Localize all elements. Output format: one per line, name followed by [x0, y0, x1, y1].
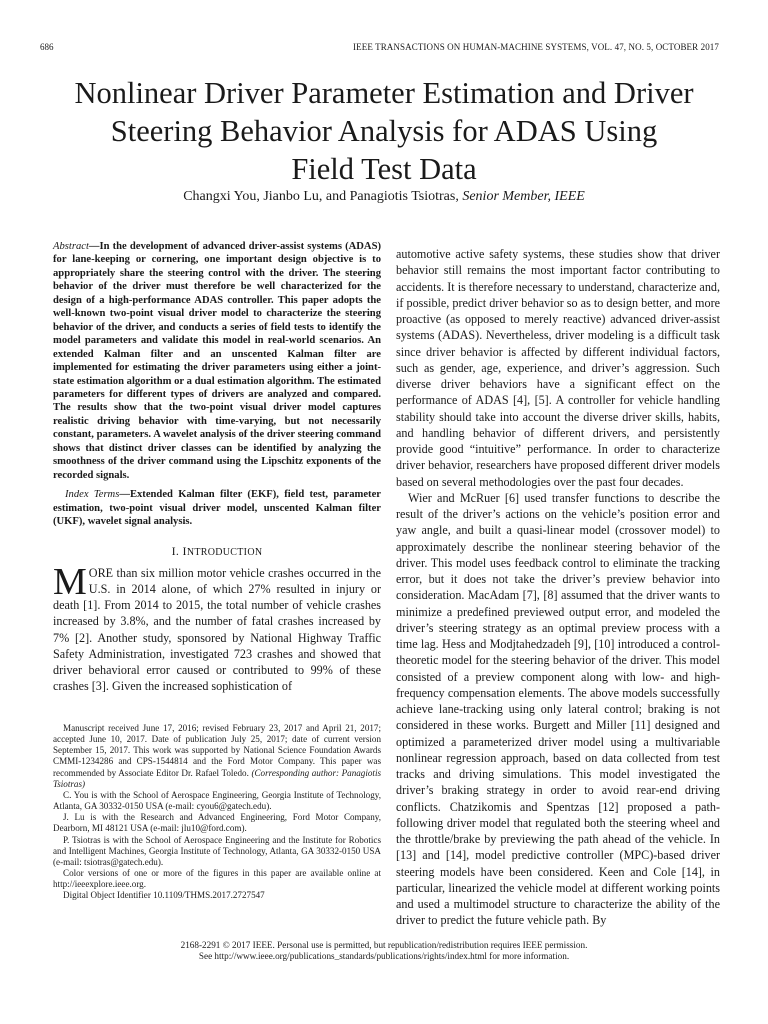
author-membership: Senior Member, IEEE — [462, 189, 585, 204]
author-line — [40, 189, 728, 205]
author-names: Changxi You, Jianbo Lu, and Panagiotis Tsiotras, — [183, 189, 459, 204]
index-terms-label: Index Terms — [65, 489, 120, 501]
page-number: 686 — [40, 42, 54, 52]
footnote-author-tsiotras: P. Tsiotras is with the School of Aerospace Engineering and the Institute for Robotics and Intelligent Machines, Georgia Institute of Technology, Atlanta, GA 30332-0150 USA (e-mail: tsiotras@gatech.edu). — [53, 834, 381, 867]
copyright-line-1: 2168-2291 © 2017 IEEE. Personal use is permitted, but republication/redistribution requires IEEE permission. — [180, 940, 588, 950]
abstract-text: —In the development of advanced driver-assist systems (ADAS) for lane-keeping or cornering, one important design objective is to appropriately share the steering control with the driver. The steering behavior of the driver must therefore be well characterized for the design of a high-performance ADAS controller. This paper adopts the well-known two-point visual driver model to characterize the steering behavior of the driver, and conducts a series of field tests to identify the model parameters and validate this model in real-world scenarios. An extended Kalman filter and an unscented Kalman filter are implemented for estimating the driver parameters using either a joint-state estimation algorithm or a dual estimation algorithm. The estimated parameters for different types of drivers are analyzed and compared. The results show that the two-point visual driver model captures realistic driving behavior with time-varying, but not necessarily constant, parameters. A wavelet analysis of the driver steering command shows that distinct driver classes can be identified by analyzing the smoothness of the driver command using the Lipschitz exponents of the recorded signals. — [53, 241, 381, 481]
copyright-notice — [40, 940, 728, 962]
section-numeral: I. — [171, 543, 180, 558]
footnote-author-you: C. You is with the School of Aerospace Engineering, Georgia Institute of Technology, Atlanta, GA 30332-0150 USA (e-mail: cyou6@gatech.edu). — [53, 789, 381, 812]
abstract-label: Abstract — [53, 241, 89, 252]
section-heading-introduction — [53, 544, 381, 559]
copyright-line-2: See http://www.ieee.org/publications_standards/publications/rights/index.html for more information. — [198, 951, 570, 961]
running-head: IEEE TRANSACTIONS ON HUMAN-MACHINE SYSTEMS, VOL. 47, NO. 5, OCTOBER 2017 — [353, 42, 719, 52]
footnote-color-versions: Color versions of one or more of the figures in this paper are available online at http://ieeexplore.ieee.org. — [53, 868, 381, 890]
abstract — [53, 240, 381, 482]
title-line-1: Nonlinear Driver Parameter Estimation and Driver — [74, 76, 694, 110]
body-paragraph-1: automotive active safety systems, these studies show that driver behavior still remains the most important factor contributing to accidents. It is therefore necessary to understand, characterize and, if possible, predict driver behavior so as to design better, and more proactive (as opposed to merely reactive) advanced driver-assist systems (ADAS). Nevertheless, driver modeling is a difficult task since driver behavior is affected by different individual factors, such as gender, age, experience, and driver’s aggression. Such diverse driver behaviors have a significant effect on the performance of ADAS [4], [5]. A controller for vehicle handling stability should take into account the diverse driver skills, habits, and handling behavior of different drivers, and persistently provide good “intuitive” performance. In order to characterize driver behavior, researchers have proposed different driver models based on several methodologies over the past four decades. — [396, 247, 720, 489]
section-title-rest: NTRODUCTION — [186, 546, 263, 558]
index-terms — [53, 488, 381, 528]
footnote-corresponding-author: (Corresponding author: Panagiotis Tsiotras) — [53, 767, 382, 789]
section-title-initial: I — [182, 543, 187, 558]
title-line-3: Field Test Data — [291, 152, 477, 186]
right-column — [396, 246, 720, 929]
intro-text: ORE than six million motor vehicle crashes occurred in the U.S. in 2014 alone, of which 27% resulted in injury or death [1]. From 2014 to 2015, the total number of vehicle crashes increased by 3.8%, and the number of fatal crashes increased by 7% [2]. Another study, sponsored by National Highway Traffic Safety Administration, investigated 723 crashes and showed that driver behavioral error caused or contributed to 99% of these crashes [3]. Given the increased sophistication of — [53, 565, 381, 694]
first-page-footnotes — [53, 723, 381, 902]
footnote-doi: Digital Object Identifier 10.1109/THMS.2017.2727547 — [63, 890, 265, 901]
paper-title — [40, 74, 728, 188]
body-paragraph-2: Wier and McRuer [6] used transfer functions to describe the result of the driver’s actions on the vehicle’s position error and yaw angle, and built a quasi-linear model (crossover model) to approximately describe the nonlinear steering behavior of the driver. This model uses feedback control to eliminate the tracking error, but it does not take the driver’s preview behavior into consideration. MacAdam [7], [8] assumed that the driver wants to minimize a predefined previewed output error, and modeled the driver’s steering strategy as an optimal preview process with a time lag. Hess and Modjtahedzadeh [9], [10] introduced a control-theoretic model for the steering behavior of the driver. This model consisted of a preview component along with low- and high-frequency compensation elements. The above models successfully achieve lane-tracking using only lateral control; braking is not considered in these works. Burgett and Miller [11] designed and optimized a parameterized driver model using a multivariable nonlinear regression approach, based on data collected from test tracks and driving simulations. This model investigated the driver’s braking strategy in order to avoid rear-end driving conflicts. Chatzikomis and Spentzas [12] proposed a path-following driver model that regulated both the steering wheel and the throttle/brake by previewing the path ahead of the vehicle. In [13] and [14], model predictive controller (MPC)-based driver steering models have been considered. Keen and Cole [14], in particular, linearized the vehicle model at different working points and used a multimodel structure to characterize the ability of the driver to predict the future vehicle path. By — [396, 490, 720, 928]
index-terms-text: —Extended Kalman filter (EKF), field test, parameter estimation, two-point visual driver model, unscented Kalman filter (UKF), wavelet signal analysis. — [53, 489, 381, 528]
intro-paragraph — [53, 560, 381, 695]
footnote-manuscript-text: Manuscript received June 17, 2016; revised February 23, 2017 and April 21, 2017; accepted June 10, 2017. Date of publication July 25, 2017; date of current version September 15, 2017. This work was supported by National Science Foundation Awards CMMI-1234286 and CPS-1544814 and the Ford Motor Company. This paper was recommended by Associate Editor Dr. Rafael Toledo. — [53, 723, 381, 778]
footnote-manuscript — [53, 723, 381, 790]
left-column — [53, 240, 381, 695]
drop-cap: M — [53, 560, 87, 603]
footnote-author-lu: J. Lu is with the Research and Advanced Engineering, Ford Motor Company, Dearborn, MI 48121 USA (e-mail: jlu10@ford.com). — [53, 812, 381, 834]
title-line-2: Steering Behavior Analysis for ADAS Using — [110, 114, 658, 148]
